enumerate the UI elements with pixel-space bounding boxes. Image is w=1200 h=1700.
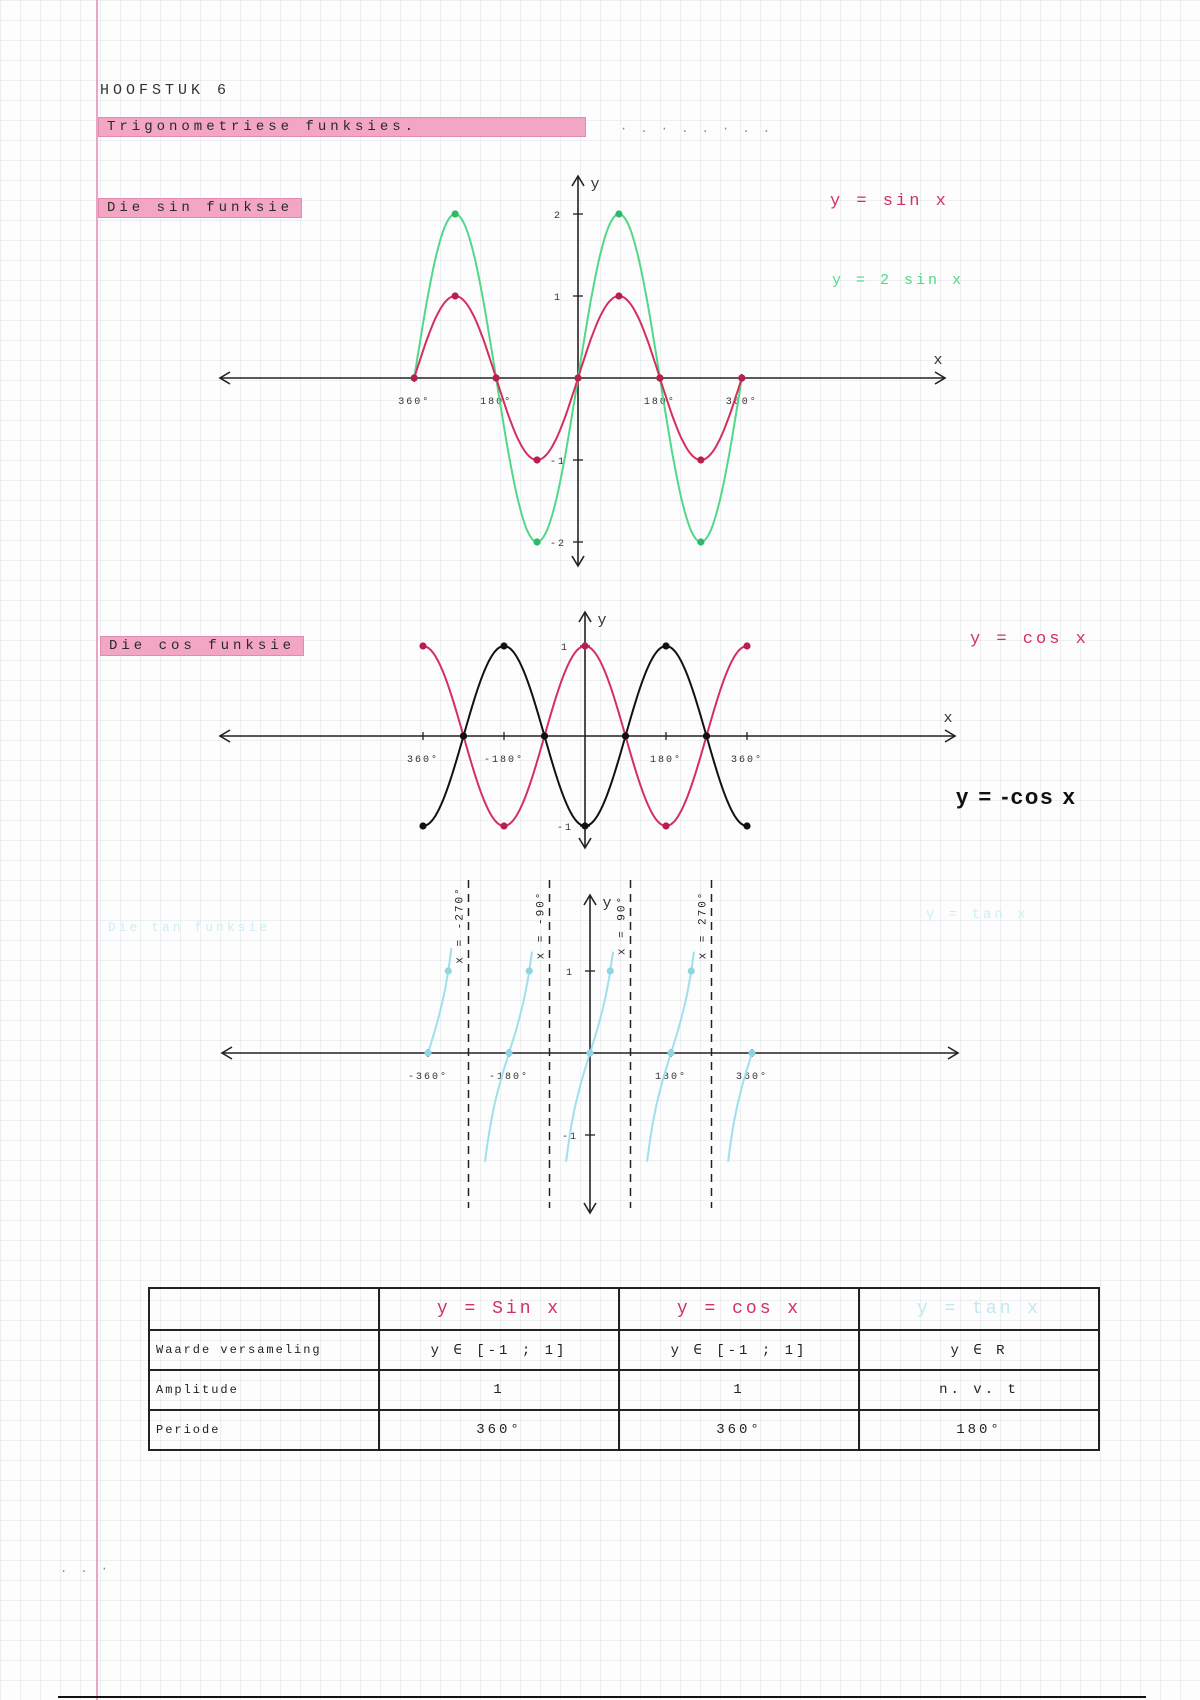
table-cell: 180°	[859, 1410, 1099, 1450]
tan-point	[688, 967, 695, 974]
table-cell: 1	[379, 1370, 619, 1410]
cos-y-label: y	[597, 612, 609, 629]
sin-point	[574, 374, 581, 381]
legend-2sin: y = 2 sin x	[832, 272, 965, 289]
tan-point	[586, 1049, 593, 1056]
faint-scribble: · . · . . · . .	[620, 122, 774, 136]
table-cell: y ∈ [-1 ; 1]	[379, 1330, 619, 1370]
tan-x-tick-label: -180°	[488, 1072, 530, 1083]
tan-point	[424, 1049, 431, 1056]
topic-title: Trigonometriese funksies.	[98, 117, 586, 137]
sin-x-tick-label: 180°	[480, 397, 513, 408]
properties-table	[148, 1287, 1100, 1451]
section-cos-title: Die cos funksie	[100, 636, 304, 656]
cos-point	[743, 642, 750, 649]
two-sin-point	[697, 538, 704, 545]
table-cell: n. v. t	[859, 1370, 1099, 1410]
cos-y-tick-label: -1	[556, 823, 574, 834]
cos-point	[662, 822, 669, 829]
cos-x-label: x	[943, 710, 955, 727]
neg-cos-point	[581, 822, 588, 829]
sin-x-label: x	[933, 352, 945, 369]
neg-cos-point	[541, 732, 548, 739]
neg-cos-point	[419, 822, 426, 829]
chapter-title: HOOFSTUK 6	[100, 82, 231, 99]
sin-point	[452, 292, 459, 299]
table-header-cell: y = tan x	[859, 1288, 1099, 1330]
tan-point	[526, 967, 533, 974]
sin-x-tick-label: 180°	[643, 397, 676, 408]
neg-cos-point	[703, 732, 710, 739]
cos-point	[581, 642, 588, 649]
cos-x-tick-label: 360°	[730, 755, 764, 766]
table-cell: 1	[619, 1370, 859, 1410]
neg-cos-point	[460, 732, 467, 739]
sin-x-tick-label: 360°	[725, 397, 758, 408]
two-sin-point	[452, 210, 459, 217]
legend-neg-cos: y = -cos x	[956, 784, 1077, 809]
table-cell: Periode	[149, 1410, 379, 1450]
table-cell: y ∈ R	[859, 1330, 1099, 1370]
table-cell: 360°	[619, 1410, 859, 1450]
tan-y-tick-label: 1	[565, 968, 575, 979]
tan-point	[748, 1049, 755, 1056]
tan-point	[667, 1049, 674, 1056]
tan-curve	[647, 952, 694, 1162]
tan-asymptote-label: x = 90°	[616, 894, 629, 956]
two-sin-point	[615, 210, 622, 217]
tan-curve	[728, 1054, 751, 1161]
sin-point	[533, 456, 540, 463]
table-row	[149, 1330, 1099, 1370]
tan-asymptote-label: x = 270°	[697, 890, 710, 960]
tan-curve	[428, 948, 451, 1053]
tan-point	[607, 967, 614, 974]
tan-x-tick-label: 360°	[735, 1072, 769, 1083]
legend-cos: y = cos x	[970, 630, 1089, 649]
tan-point	[445, 967, 452, 974]
cos-x-tick-label: 180°	[649, 755, 683, 766]
table-row	[149, 1370, 1099, 1410]
sin-x-tick-label: 360°	[398, 397, 431, 408]
table-cell: y ∈ [-1 ; 1]	[619, 1330, 859, 1370]
tan-y-label: y	[602, 895, 614, 912]
cos-y-tick-label: 1	[560, 643, 570, 654]
table-cell: Waarde versameling	[149, 1330, 379, 1370]
section-sin-title: Die sin funksie	[98, 198, 302, 218]
table-header-cell	[149, 1288, 379, 1330]
tan-point	[505, 1049, 512, 1056]
neg-cos-point	[743, 822, 750, 829]
table-header-cell: y = Sin x	[379, 1288, 619, 1330]
sin-y-tick-label: -2	[549, 539, 567, 550]
table-cell: 360°	[379, 1410, 619, 1450]
faint-scribble: . . ·	[60, 1562, 112, 1576]
cos-x-tick-label: -180°	[483, 755, 525, 766]
section-tan-title: Die tan funksie	[108, 920, 271, 935]
tan-curve	[485, 952, 532, 1162]
legend-sin: y = sin x	[830, 192, 949, 211]
sin-point	[738, 374, 745, 381]
sin-y-tick-label: -1	[549, 457, 567, 468]
tan-x-tick-label: -360°	[407, 1072, 449, 1083]
table-row	[149, 1410, 1099, 1450]
neg-cos-point	[622, 732, 629, 739]
cos-point	[500, 822, 507, 829]
page-bottom-rule	[58, 1696, 1146, 1698]
cos-point	[419, 642, 426, 649]
neg-cos-point	[500, 642, 507, 649]
two-sin-point	[533, 538, 540, 545]
neg-cos-point	[662, 642, 669, 649]
sin-point	[697, 456, 704, 463]
table-header-cell: y = cos x	[619, 1288, 859, 1330]
tan-x-tick-label: 180°	[654, 1072, 688, 1083]
cos-x-tick-label: 360°	[406, 755, 440, 766]
table-cell: Amplitude	[149, 1370, 379, 1410]
legend-tan: y = tan x	[926, 907, 1029, 923]
tan-asymptote-label: x = -90°	[535, 890, 548, 960]
sin-point	[493, 374, 500, 381]
table-header-row	[149, 1288, 1099, 1330]
sin-point	[615, 292, 622, 299]
tan-asymptote-label: x = -270°	[454, 886, 467, 964]
sin-point	[656, 374, 663, 381]
sin-point	[411, 374, 418, 381]
sin-y-label: y	[590, 176, 602, 193]
sin-y-tick-label: 2	[553, 211, 563, 222]
tan-y-tick-label: -1	[561, 1132, 579, 1143]
sin-y-tick-label: 1	[553, 293, 563, 304]
